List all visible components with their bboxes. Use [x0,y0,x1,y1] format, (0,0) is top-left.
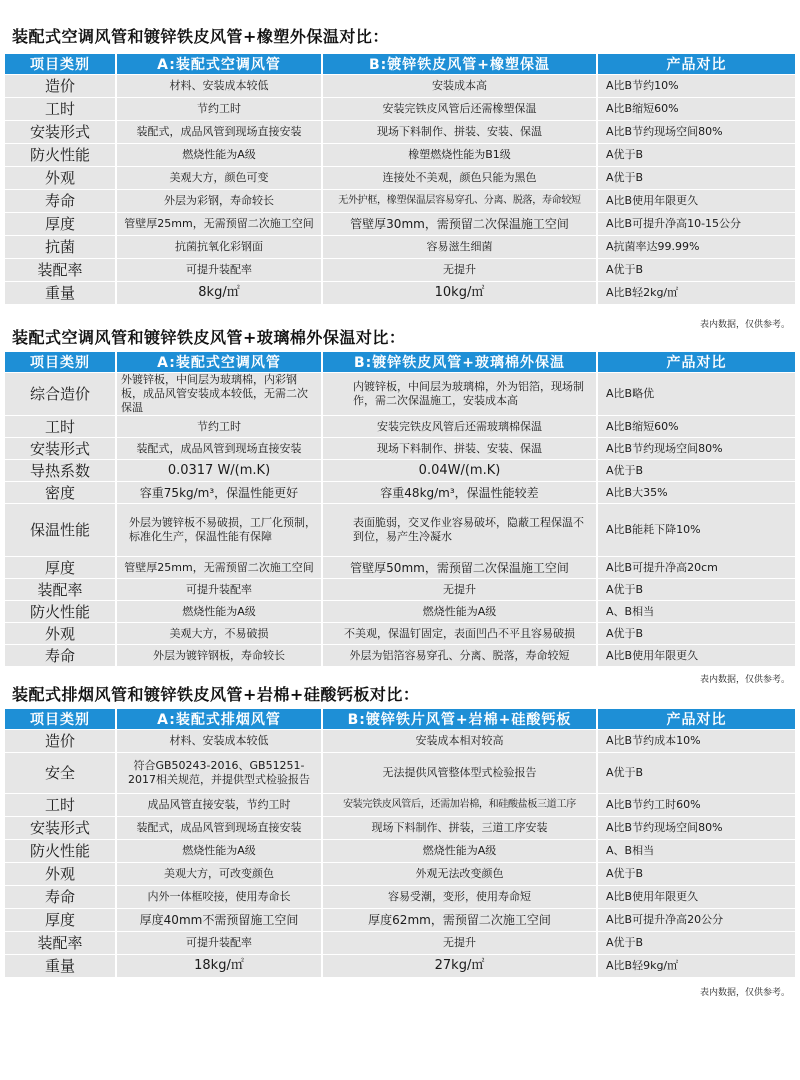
table-row [5,645,795,666]
option-a-cell: 可提升装配率 [115,932,321,954]
comparison-table [5,53,795,305]
table-row [5,75,795,97]
option-b-cell: 管壁厚30mm，需预留二次保温施工空间 [321,213,596,235]
comparison-cell: A抗菌率达99.99% [596,236,795,258]
header-category: 项目类别 [5,352,115,372]
table-row [5,932,795,954]
option-a-cell: 材料、安装成本较低 [115,730,321,752]
comparison-cell: A优于B [596,623,795,644]
option-b-cell: 安装完铁皮风管后，还需加岩棉，和硅酸盐板三道工序 [321,794,596,816]
option-b-cell: 10kg/㎡ [321,282,596,304]
row-label: 厚度 [5,557,115,578]
option-a-cell: 外层为镀锌钢板，寿命较长 [115,645,321,666]
header-option-a: A:装配式空调风管 [115,352,321,372]
option-b-cell: 不美观，保温钉固定，表面凹凸不平且容易破损 [321,623,596,644]
comparison-cell: A优于B [596,460,795,481]
header-option-b: B:镀锌铁片风管+岩棉+硅酸钙板 [321,709,596,729]
comparison-cell: A比B可提升净高10-15公分 [596,213,795,235]
table-header-row [5,709,795,729]
row-label: 防火性能 [5,840,115,862]
option-a-cell: 符合GB50243-2016、GB51251-2017相关规范，并提供型式检验报告 [115,753,321,793]
comparison-table [5,351,795,667]
comparison-cell: A比B节约现场空间80% [596,817,795,839]
table-row [5,190,795,212]
option-b-cell: 表面脆弱，交叉作业容易破坏，隐蔽工程保温不到位，易产生冷凝水 [321,504,596,556]
option-a-cell: 抗菌抗氧化彩钢面 [115,236,321,258]
option-a-cell: 材料、安装成本较低 [115,75,321,97]
row-label: 安装形式 [5,817,115,839]
comparison-cell: A优于B [596,932,795,954]
row-label: 工时 [5,98,115,120]
footnote: 表内数据，仅供参考。 [699,675,790,685]
comparison-cell: A比B使用年限更久 [596,886,795,908]
option-b-cell: 安装完铁皮风管后还需玻璃棉保温 [321,416,596,437]
table-row [5,373,795,415]
comparison-cell: A比B可提升净高20cm [596,557,795,578]
header-comparison: 产品对比 [596,54,795,74]
option-b-cell: 容易受潮，变形，使用寿命短 [321,886,596,908]
row-label: 抗菌 [5,236,115,258]
row-label: 装配率 [5,579,115,600]
option-a-cell: 内外一体框咬接，使用寿命长 [115,886,321,908]
section-rubber-insulation [0,8,800,336]
option-b-cell: 无提升 [321,579,596,600]
table-row [5,213,795,235]
table-row [5,282,795,304]
table-row [5,840,795,862]
option-b-cell: 厚度62mm，需预留二次施工空间 [321,909,596,931]
row-label: 安装形式 [5,121,115,143]
comparison-cell: A比B能耗下降10% [596,504,795,556]
row-label: 厚度 [5,213,115,235]
option-a-cell: 装配式，成品风管到现场直接安装 [115,121,321,143]
option-b-cell: 连接处不美观，颜色只能为黑色 [321,167,596,189]
row-label: 密度 [5,482,115,503]
row-label: 重量 [5,282,115,304]
comparison-cell: A比B轻9kg/㎡ [596,955,795,977]
option-a-cell: 管壁厚25mm，无需预留二次施工空间 [115,213,321,235]
option-b-cell: 无提升 [321,259,596,281]
row-label: 防火性能 [5,144,115,166]
table-row [5,579,795,600]
table-row [5,98,795,120]
footnote: 表内数据，仅供参考。 [699,320,790,330]
table-row [5,236,795,258]
row-label: 装配率 [5,259,115,281]
option-a-cell: 可提升装配率 [115,259,321,281]
option-b-cell: 无提升 [321,932,596,954]
table-header-row [5,54,795,74]
comparison-cell: A优于B [596,753,795,793]
table-row [5,121,795,143]
comparison-cell: A比B节约成本10% [596,730,795,752]
table-row [5,167,795,189]
option-a-cell: 外层为镀锌板不易破损，工厂化预制，标准化生产，保温性能有保障 [115,504,321,556]
table-row [5,623,795,644]
option-a-cell: 美观大方，不易破损 [115,623,321,644]
table-row [5,504,795,556]
option-a-cell: 0.0317 W/(m.K) [115,460,321,481]
table-header-row [5,352,795,372]
row-label: 装配率 [5,932,115,954]
option-b-cell: 27kg/㎡ [321,955,596,977]
section-glass-wool-insulation [0,325,800,685]
comparison-cell: A比B轻2kg/㎡ [596,282,795,304]
section-rock-wool-calcium-silicate [0,682,800,1080]
option-a-cell: 管壁厚25mm，无需预留二次施工空间 [115,557,321,578]
comparison-cell: A优于B [596,144,795,166]
header-comparison: 产品对比 [596,352,795,372]
header-category: 项目类别 [5,54,115,74]
option-a-cell: 厚度40mm不需预留施工空间 [115,909,321,931]
section-title: 装配式空调风管和镀锌铁皮风管+橡塑外保温对比： [12,27,389,46]
option-a-cell: 成品风管直接安装，节约工时 [115,794,321,816]
comparison-cell: A比B使用年限更久 [596,645,795,666]
option-b-cell: 外层为铝箔容易穿孔、分离、脱落，寿命较短 [321,645,596,666]
option-a-cell: 燃烧性能为A级 [115,601,321,622]
table-row [5,817,795,839]
option-a-cell: 节约工时 [115,98,321,120]
row-label: 保温性能 [5,504,115,556]
option-a-cell: 可提升装配率 [115,579,321,600]
option-b-cell: 无外护框，橡塑保温层容易穿孔、分离、脱落，寿命较短 [321,190,596,212]
option-a-cell: 外镀锌板，中间层为玻璃棉，内彩钢板，成品风管安装成本较低，无需二次保温 [115,373,321,415]
comparison-cell: A比B大35% [596,482,795,503]
option-b-cell: 现场下料制作、拼装、安装、保温 [321,121,596,143]
row-label: 安装形式 [5,438,115,459]
option-b-cell: 无法提供风管整体型式检验报告 [321,753,596,793]
row-label: 安全 [5,753,115,793]
header-comparison: 产品对比 [596,709,795,729]
table-row [5,863,795,885]
comparison-cell: A比B缩短60% [596,98,795,120]
option-a-cell: 装配式，成品风管到现场直接安装 [115,817,321,839]
table-row [5,794,795,816]
option-b-cell: 安装完铁皮风管后还需橡塑保温 [321,98,596,120]
table-row [5,909,795,931]
row-label: 外观 [5,623,115,644]
table-row [5,730,795,752]
row-label: 导热系数 [5,460,115,481]
option-b-cell: 容易滋生细菌 [321,236,596,258]
row-label: 重量 [5,955,115,977]
comparison-cell: A优于B [596,863,795,885]
row-label: 外观 [5,863,115,885]
option-a-cell: 装配式，成品风管到现场直接安装 [115,438,321,459]
header-option-a: A:装配式排烟风管 [115,709,321,729]
comparison-cell: A比B节约现场空间80% [596,121,795,143]
table-row [5,886,795,908]
table-row [5,259,795,281]
row-label: 寿命 [5,645,115,666]
header-option-b: B:镀锌铁皮风管+橡塑保温 [321,54,596,74]
option-a-cell: 美观大方，颜色可变 [115,167,321,189]
comparison-cell: A优于B [596,579,795,600]
row-label: 寿命 [5,886,115,908]
section-title: 装配式排烟风管和镀锌铁皮风管+岩棉+硅酸钙板对比： [12,685,420,704]
option-b-cell: 外观无法改变颜色 [321,863,596,885]
comparison-cell: A比B缩短60% [596,416,795,437]
option-b-cell: 橡塑燃烧性能为B1级 [321,144,596,166]
footnote: 表内数据，仅供参考。 [699,988,790,998]
option-b-cell: 燃烧性能为A级 [321,601,596,622]
option-b-cell: 内镀锌板，中间层为玻璃棉，外为铝箔，现场制作，需二次保温施工，安装成本高 [321,373,596,415]
header-option-b: B:镀锌铁皮风管+玻璃棉外保温 [321,352,596,372]
table-row [5,416,795,437]
option-b-cell: 管壁厚50mm，需预留二次保温施工空间 [321,557,596,578]
table-row [5,955,795,977]
table-row [5,753,795,793]
row-label: 造价 [5,75,115,97]
option-b-cell: 0.04W/(m.K) [321,460,596,481]
header-option-a: A:装配式空调风管 [115,54,321,74]
comparison-cell: A比B可提升净高20公分 [596,909,795,931]
option-a-cell: 节约工时 [115,416,321,437]
row-label: 综合造价 [5,373,115,415]
option-a-cell: 容重75kg/m³，保温性能更好 [115,482,321,503]
option-a-cell: 燃烧性能为A级 [115,144,321,166]
comparison-cell: A、B相当 [596,601,795,622]
option-a-cell: 18kg/㎡ [115,955,321,977]
row-label: 工时 [5,794,115,816]
option-b-cell: 安装成本相对较高 [321,730,596,752]
comparison-cell: A比B略优 [596,373,795,415]
option-b-cell: 现场下料制作、拼装、安装、保温 [321,438,596,459]
option-a-cell: 外层为彩钢，寿命较长 [115,190,321,212]
comparison-table [5,708,795,978]
option-b-cell: 现场下料制作、拼装，三道工序安装 [321,817,596,839]
option-a-cell: 燃烧性能为A级 [115,840,321,862]
row-label: 防火性能 [5,601,115,622]
option-a-cell: 8kg/㎡ [115,282,321,304]
header-category: 项目类别 [5,709,115,729]
option-b-cell: 安装成本高 [321,75,596,97]
comparison-cell: A优于B [596,167,795,189]
option-b-cell: 容重48kg/m³，保温性能较差 [321,482,596,503]
row-label: 外观 [5,167,115,189]
option-a-cell: 美观大方，可改变颜色 [115,863,321,885]
table-row [5,144,795,166]
comparison-cell: A比B节约工时60% [596,794,795,816]
table-row [5,601,795,622]
row-label: 造价 [5,730,115,752]
table-row [5,482,795,503]
comparison-cell: A比B使用年限更久 [596,190,795,212]
comparison-cell: A比B节约现场空间80% [596,438,795,459]
row-label: 寿命 [5,190,115,212]
table-row [5,460,795,481]
row-label: 工时 [5,416,115,437]
comparison-cell: A比B节约10% [596,75,795,97]
option-b-cell: 燃烧性能为A级 [321,840,596,862]
table-row [5,438,795,459]
row-label: 厚度 [5,909,115,931]
comparison-cell: A优于B [596,259,795,281]
table-row [5,557,795,578]
comparison-cell: A、B相当 [596,840,795,862]
section-title: 装配式空调风管和镀锌铁皮风管+玻璃棉外保温对比： [12,328,406,347]
